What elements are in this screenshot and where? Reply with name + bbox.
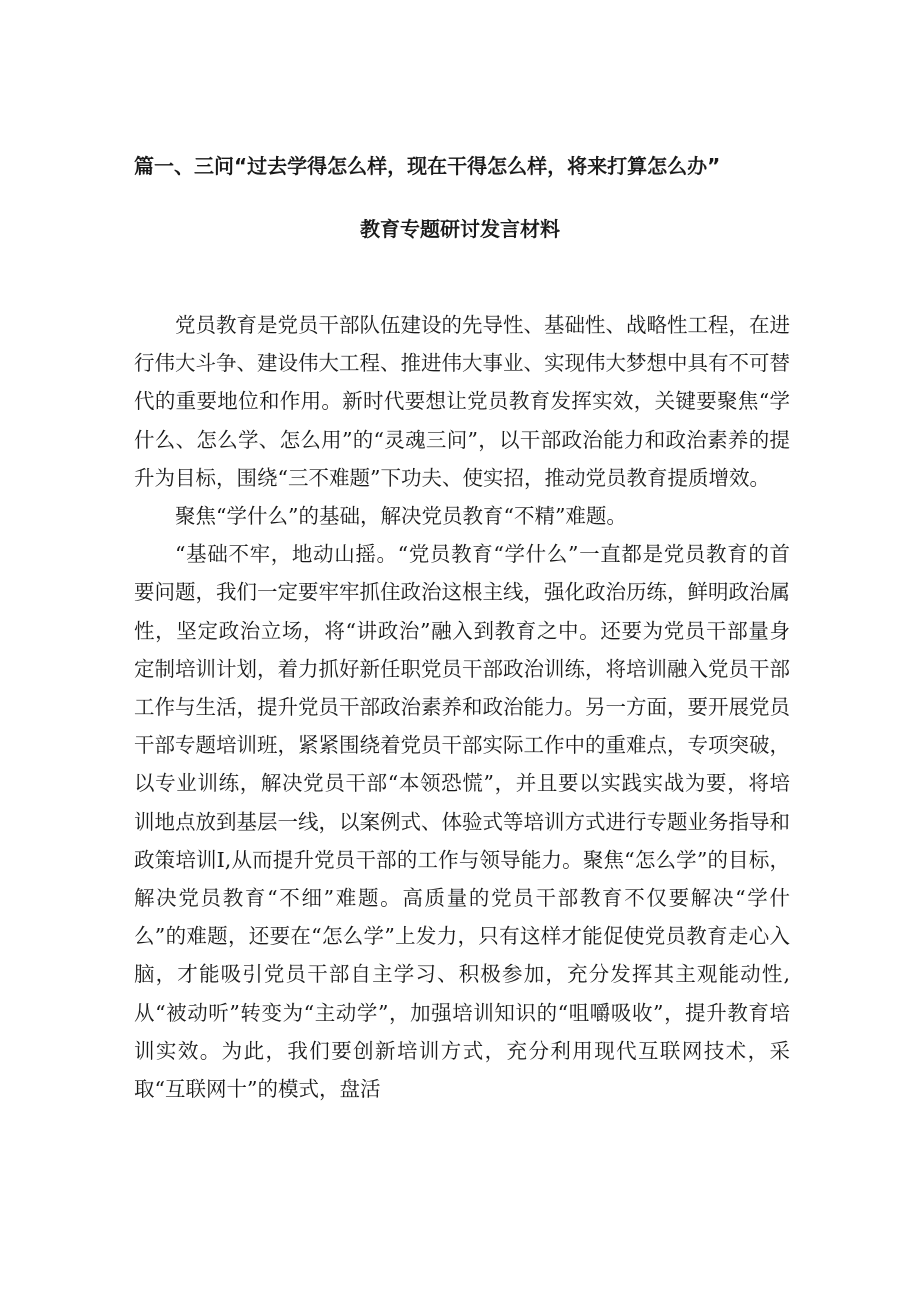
- document-body: [134, 306, 790, 1108]
- paragraph-intro: 党员教育是党员干部队伍建设的先导性、基础性、战略性工程，在进行伟大斗争、建设伟大工程、推进伟大事业、实现伟大梦想中具有不可替代的重要地位和作用。新时代要想让党员教育发挥实效，关键要聚焦“学什么、怎么学、怎么用”的“灵魂三问”，以干部政治能力和政治素养的提升为目标，围绕“三不难题”下功夫、使实招，推动党员教育提质增效。: [134, 313, 790, 490]
- paragraph-section-heading: 聚焦“学什么”的基础，解决党员教育“不精”难题。: [175, 504, 627, 529]
- paragraph-main: “基础不牢，地动山摇。“党员教育“学什么”一直都是党员教育的首要问题，我们一定要牢牢抓住政治这根主线，强化政治历练，鲜明政治属性，坚定政治立场，将“讲政治”融入到教育之中。还要为党员干部量身定制培训计划，着力抓好新任职党员干部政治训练，将培训融入党员干部工作与生活，提升党员干部政治素养和政治能力。另一方面，要开展党员干部专题培训班，紧紧围绕着党员干部实际工作中的重难点，专项突破，以专业训练，解决党员干部“本领恐慌”，并且要以实践实战为要，将培训地点放到基层一线，以案例式、体验式等培训方式进行专题业务指导和政策培训I,从而提升党员干部的工作与领导能力。聚焦“怎么学”的目标，解决党员教育“不细”难题。高质量的党员干部教育不仅要解决“学什么”的难题，还要在“怎么学”上发力，只有这样才能促使党员教育走心入脑，才能吸引党员干部自主学习、积极参加，充分发挥其主观能动性,从“被动听”转变为“主动学”，加强培训知识的“咀嚼吸收”，提升教育培训实效。为此，我们要创新培训方式，充分利用现代互联网技术，采取“互联网十”的模式，盘活: [134, 542, 790, 1102]
- document-title-line-1: 篇一、三问“过去学得怎么样，现在干得怎么样，将来打算怎么办”: [134, 154, 721, 178]
- document-title-line-2: 教育专题研讨发言材料: [360, 217, 560, 241]
